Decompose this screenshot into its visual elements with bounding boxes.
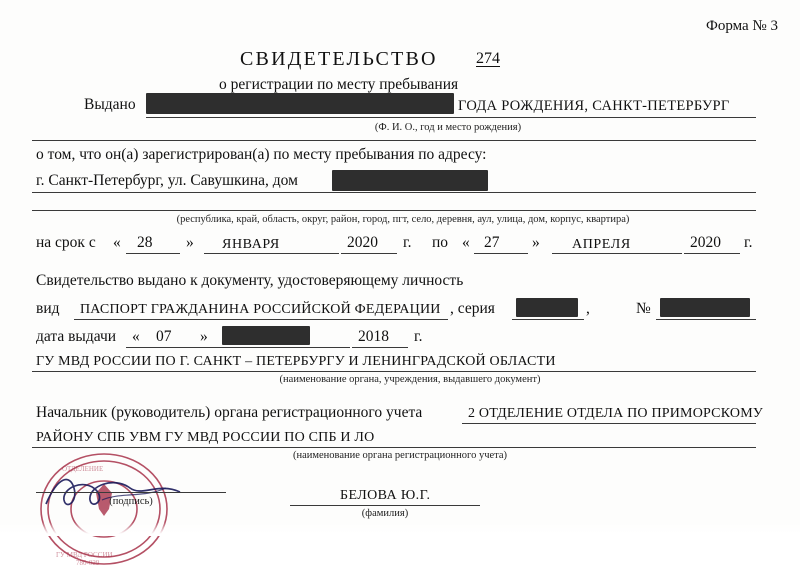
redaction-address: [332, 170, 488, 191]
term-quote-open-to: «: [462, 234, 470, 251]
identity-date-year-rule: [352, 347, 408, 348]
term-g-1: г.: [403, 234, 412, 251]
identity-date-rule: [126, 347, 350, 348]
caption-signature: (подпись): [109, 496, 153, 507]
identity-number-label: №: [636, 300, 651, 317]
blank-rule-top: [32, 140, 756, 141]
head-label: Начальник (руководитель) органа регистрационного учета: [36, 404, 423, 421]
redaction-date-month: [222, 326, 310, 345]
identity-date-g: г.: [414, 328, 423, 345]
address-value: г. Санкт-Петербург, ул. Савушкина, дом: [36, 172, 298, 189]
svg-text:780-029: 780-029: [76, 559, 100, 567]
signer-name-rule: [290, 505, 480, 506]
identity-series-comma: ,: [586, 300, 590, 317]
address-rule: [32, 192, 756, 193]
term-from-month-rule: [204, 253, 339, 254]
page-bottom-fade: [0, 522, 800, 536]
caption-name: (фамилия): [361, 508, 409, 519]
term-from-day-rule: [126, 253, 180, 254]
identity-intro: Свидетельство выдано к документу, удостоверяющему личность: [36, 272, 464, 289]
identity-date-quote-open: «: [132, 328, 140, 345]
redaction-fio: [146, 93, 454, 114]
term-to-day: 27: [484, 234, 500, 251]
page-title: СВИДЕТЕЛЬСТВО: [240, 48, 438, 70]
address-rule-2: [32, 210, 756, 211]
identity-date-day: 07: [156, 328, 172, 345]
issued-to-rule: [146, 117, 756, 118]
identity-number-rule: [656, 319, 756, 320]
certificate-number: 274: [476, 50, 500, 67]
caption-address: (республика, край, область, округ, район, город, пгт, село, деревня, аул, улица, дом, корпус, квартира): [176, 214, 630, 225]
redaction-number: [660, 298, 750, 317]
identity-kind-label: вид: [36, 300, 60, 317]
identity-authority: ГУ МВД РОССИИ ПО Г. САНКТ – ПЕТЕРБУРГУ И ЛЕНИНГРАДСКОЙ ОБЛАСТИ: [36, 354, 556, 369]
head-value-line2: РАЙОНУ СПБ УВМ ГУ МВД РОССИИ ПО СПБ И ЛО: [36, 430, 375, 445]
term-from-year-rule: [341, 253, 397, 254]
issued-to-value: ГОДА РОЖДЕНИЯ, САНКТ-ПЕТЕРБУРГ: [458, 98, 730, 114]
term-quote-open-from: «: [113, 234, 121, 251]
term-po: по: [432, 234, 449, 251]
term-quote-close-from: »: [186, 234, 194, 251]
identity-series-rule: [512, 319, 584, 320]
term-g-2: г.: [744, 234, 753, 251]
term-prefix: на срок с: [36, 234, 96, 251]
head-rule-2: [32, 447, 756, 448]
term-from-day: 28: [137, 234, 153, 251]
registered-line: о том, что он(а) зарегистрирован(а) по месту пребывания по адресу:: [36, 146, 487, 163]
handwritten-signature: [40, 470, 210, 516]
term-from-month: ЯНВАРЯ: [222, 237, 280, 252]
identity-date-label: дата выдачи: [36, 328, 117, 345]
signer-name: БЕЛОВА Ю.Г.: [340, 488, 431, 503]
svg-text:ОТДЕЛЕНИЕ: ОТДЕЛЕНИЕ: [62, 465, 104, 473]
term-quote-close-to: »: [532, 234, 540, 251]
term-to-month: АПРЕЛЯ: [572, 237, 631, 252]
term-from-year: 2020: [347, 234, 378, 251]
head-rule-1: [462, 423, 756, 424]
caption-authority: (наименование органа, учреждения, выдавшего документ): [279, 374, 541, 385]
identity-authority-rule: [32, 371, 756, 372]
signature-rule: [36, 492, 226, 493]
page-subtitle: о регистрации по месту пребывания: [219, 76, 459, 93]
redaction-series: [516, 298, 578, 317]
head-value-line1: 2 ОТДЕЛЕНИЕ ОТДЕЛА ПО ПРИМОРСКОМУ: [468, 406, 763, 421]
caption-fio: (Ф. И. О., год и место рождения): [374, 122, 522, 133]
identity-date-quote-close: »: [200, 328, 208, 345]
form-number: Форма № 3: [706, 18, 778, 34]
term-to-year: 2020: [690, 234, 721, 251]
caption-head: (наименование органа регистрационного учета): [292, 450, 508, 461]
term-to-month-rule: [552, 253, 682, 254]
identity-date-year: 2018: [358, 328, 389, 345]
identity-series-label: , серия: [450, 300, 495, 317]
identity-kind-value: ПАСПОРТ ГРАЖДАНИНА РОССИЙСКОЙ ФЕДЕРАЦИИ: [80, 302, 441, 317]
svg-text:ГУ МВД РОССИИ: ГУ МВД РОССИИ: [56, 551, 113, 559]
term-to-day-rule: [474, 253, 528, 254]
term-to-year-rule: [684, 253, 740, 254]
issued-to-label: Выдано: [84, 96, 136, 113]
identity-kind-rule: [74, 319, 448, 320]
